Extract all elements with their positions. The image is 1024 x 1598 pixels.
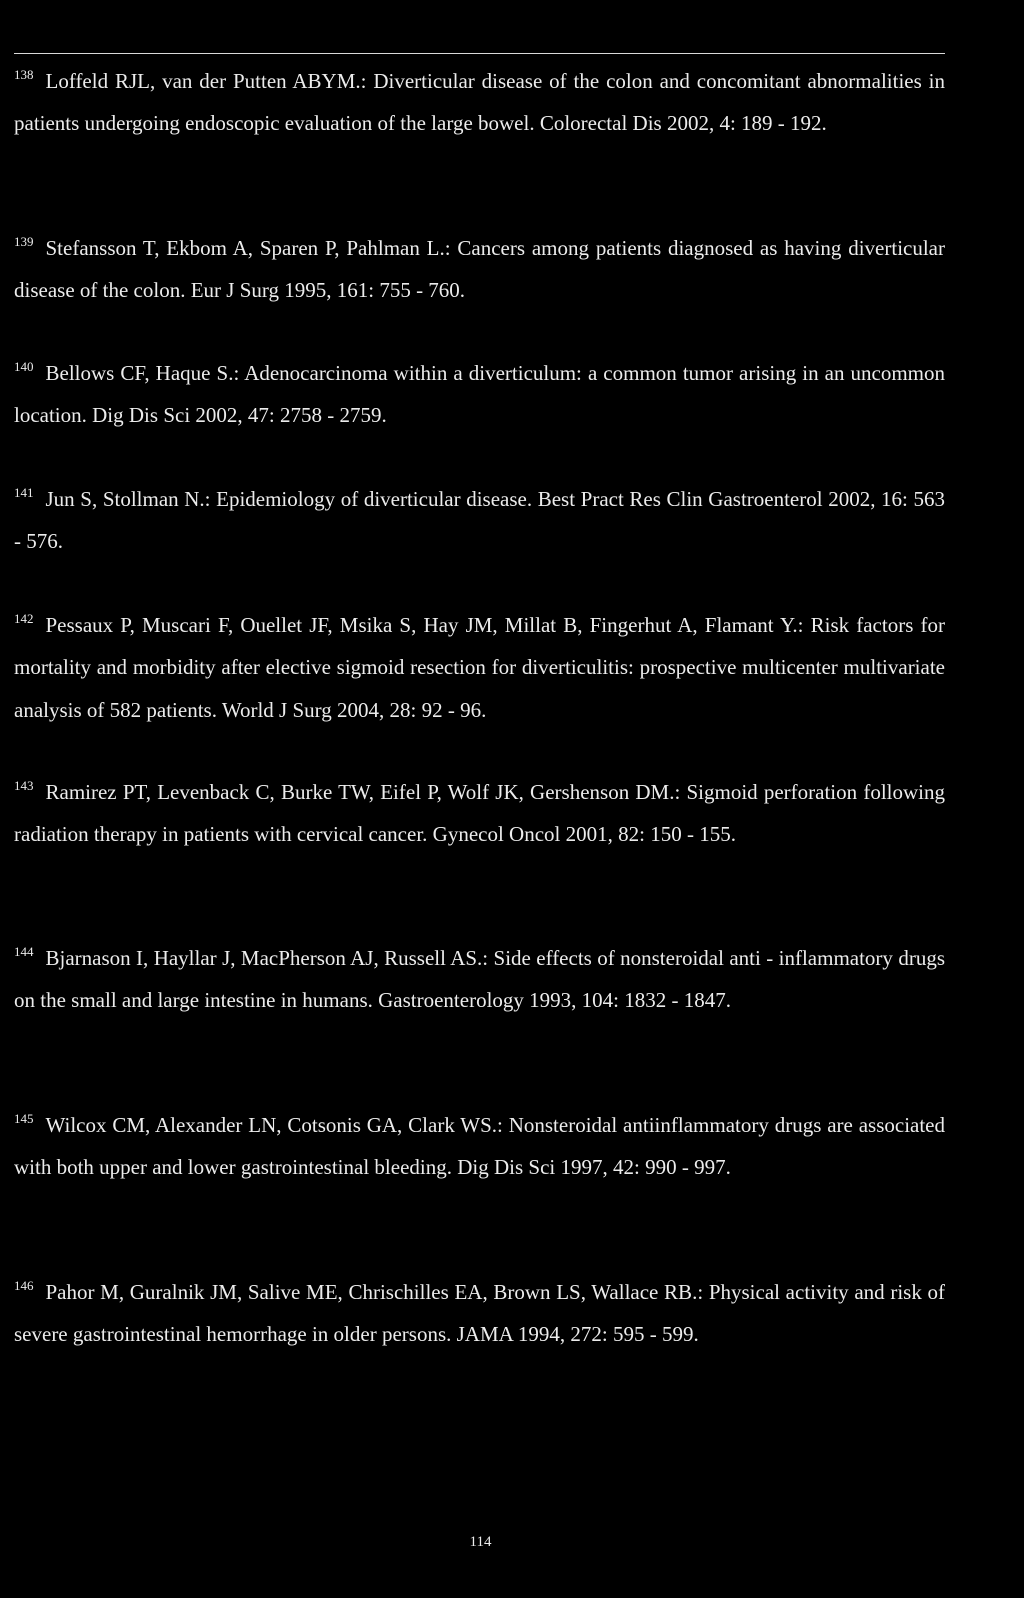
reference-text: Bjarnason I, Hayllar J, MacPherson AJ, Russell AS.: Side effects of nonsteroidal anti - inflammatory drugs on the small and large intestine in humans. Gastroenterology 1993, 104: 1832 - 1847. [14,946,945,1013]
reference-text: Pahor M, Guralnik JM, Salive ME, Chrischilles EA, Brown LS, Wallace RB.: Physical activity and risk of severe gastrointestinal hemorrhage in older persons. JAMA 1994, 272: 595 - 599. [14,1280,945,1347]
reference-number: 140 [14,359,34,374]
reference-item-140 [14,352,945,437]
reference-number: 146 [14,1278,34,1293]
reference-number: 139 [14,234,34,249]
reference-item-139 [14,227,945,312]
reference-text: Bellows CF, Haque S.: Adenocarcinoma within a diverticulum: a common tumor arising in an uncommon location. Dig Dis Sci 2002, 47: 2758 - 2759. [14,361,945,428]
reference-text: Stefansson T, Ekbom A, Sparen P, Pahlman L.: Cancers among patients diagnosed as having diverticular disease of the colon. Eur J Surg 1995, 161: 755 - 760. [14,236,945,303]
reference-item-141 [14,478,945,563]
reference-text: Loffeld RJL, van der Putten ABYM.: Diverticular disease of the colon and concomitant abnormalities in patients undergoing endoscopic evaluation of the large bowel. Colorectal Dis 2002, 4: 189 - 192. [14,69,945,136]
reference-item-142 [14,604,945,731]
reference-number: 145 [14,1111,34,1126]
reference-text: Wilcox CM, Alexander LN, Cotsonis GA, Clark WS.: Nonsteroidal antiinflammatory drugs are associated with both upper and lower gastrointestinal bleeding. Dig Dis Sci 1997, 42: 990 - 997. [14,1113,945,1180]
reference-number: 142 [14,611,34,626]
reference-number: 143 [14,778,34,793]
reference-number: 138 [14,67,34,82]
reference-number: 141 [14,485,34,500]
reference-item-145 [14,1104,945,1189]
reference-item-146 [14,1271,945,1356]
page-number: 114 [469,1534,492,1550]
reference-text: Jun S, Stollman N.: Epidemiology of diverticular disease. Best Pract Res Clin Gastroenterol 2002, 16: 563 - 576. [14,487,945,554]
footnote-separator-rule [14,53,945,54]
reference-text: Pessaux P, Muscari F, Ouellet JF, Msika S, Hay JM, Millat B, Fingerhut A, Flamant Y.: Risk factors for mortality and morbidity after elective sigmoid resection for diverticulitis: prospective multicenter multivariate analysis of 582 patients. World J Surg 2004, 28: 92 - 96. [14,613,945,722]
reference-item-143 [14,771,945,856]
reference-text: Ramirez PT, Levenback C, Burke TW, Eifel P, Wolf JK, Gershenson DM.: Sigmoid perforation following radiation therapy in patients with cervical cancer. Gynecol Oncol 2001, 82: 150 - 155. [14,780,945,847]
reference-item-138 [14,60,945,145]
reference-number: 144 [14,944,34,959]
reference-item-144 [14,937,945,1022]
